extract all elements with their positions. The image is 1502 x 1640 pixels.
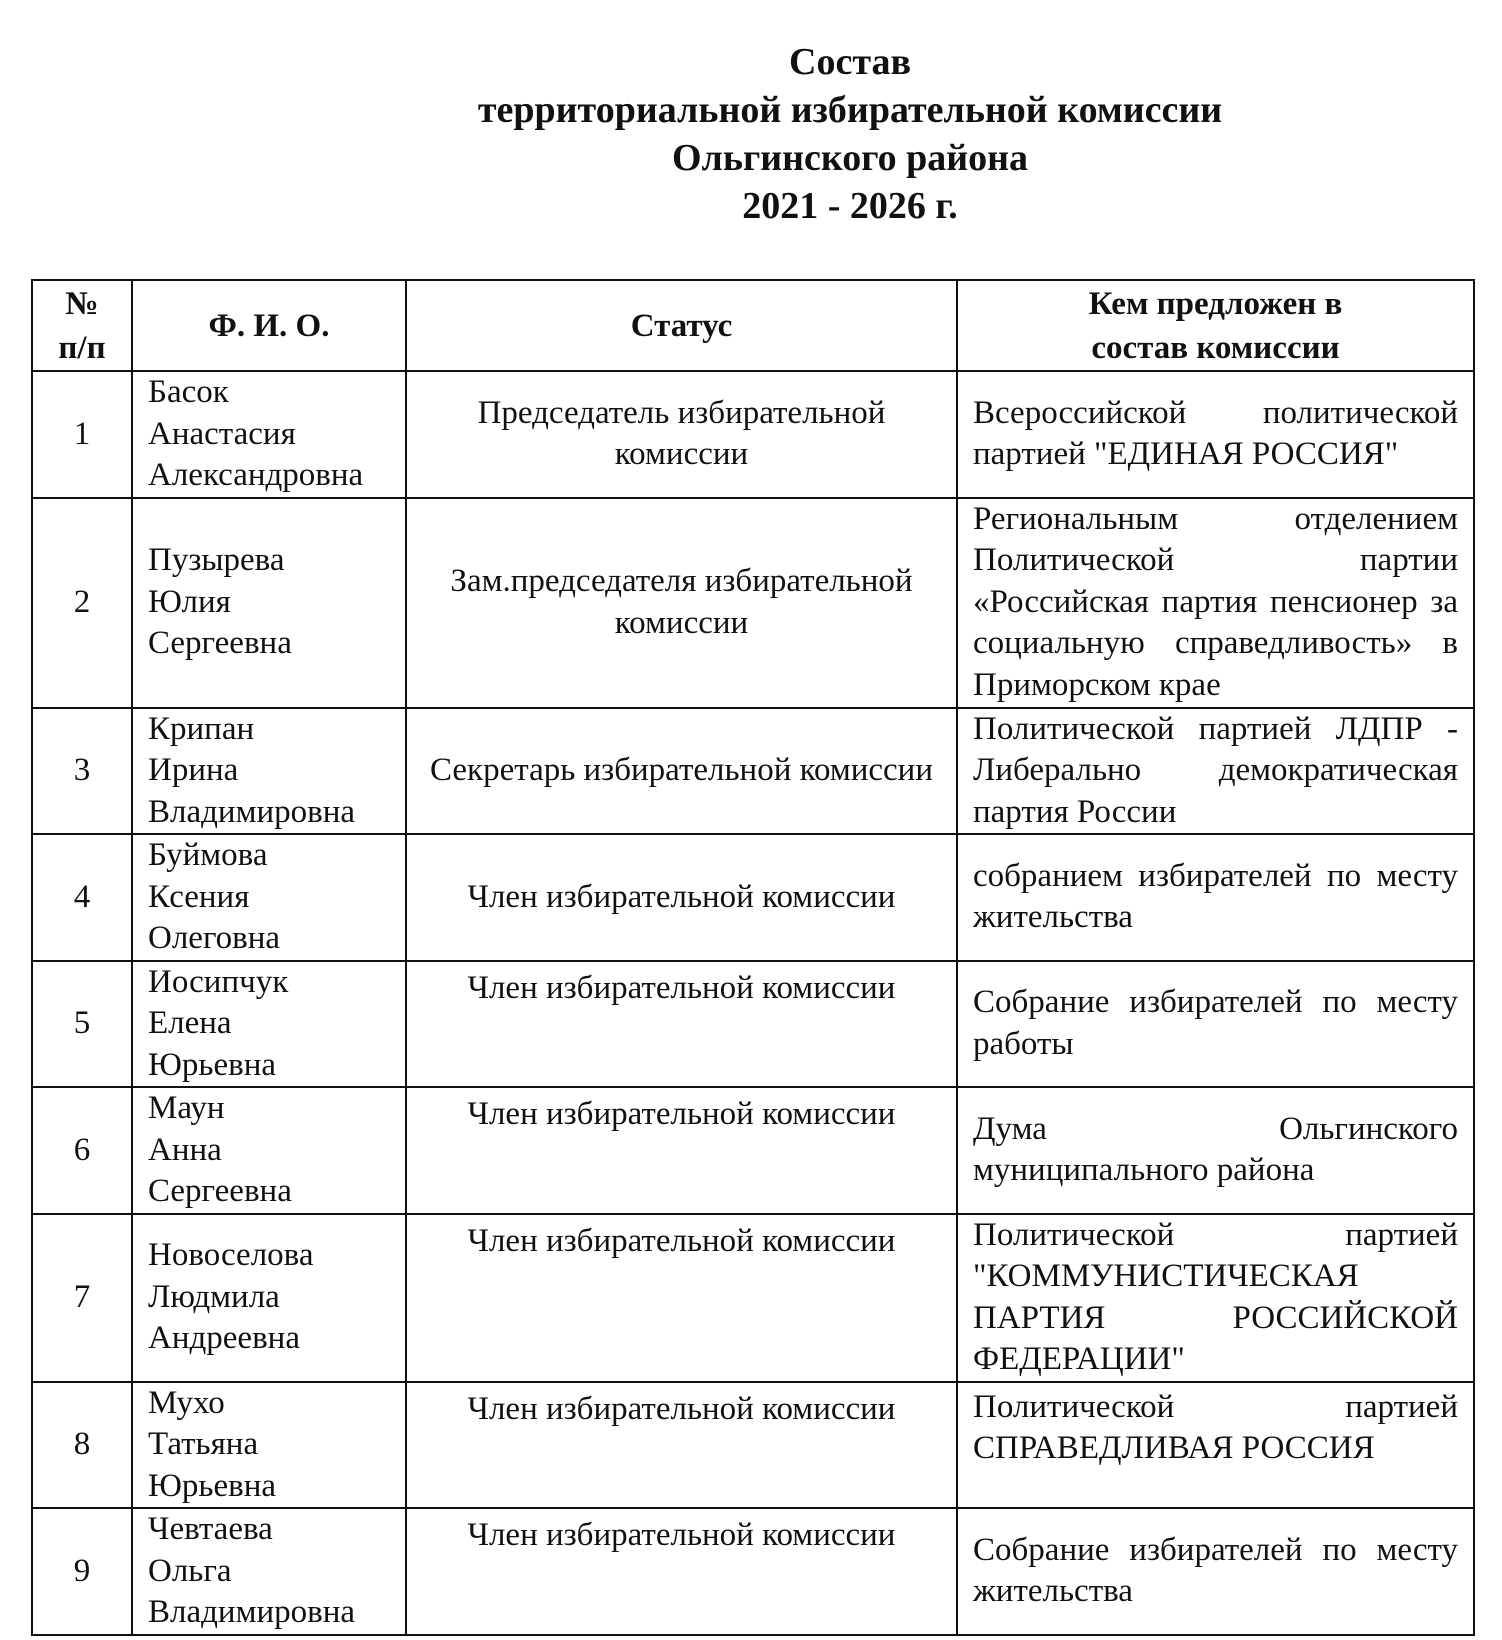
table-row — [32, 371, 1474, 498]
row-proposed-by: Политической партией "КОММУНИСТИЧЕСКАЯ ПАРТИЯ РОССИЙСКОЙ ФЕДЕРАЦИИ" — [957, 1214, 1474, 1382]
table-row — [32, 708, 1474, 835]
row-name: Мухо Татьяна Юрьевна — [132, 1382, 406, 1509]
row-name: Пузырева Юлия Сергеевна — [132, 498, 406, 708]
row-number: 2 — [32, 498, 132, 708]
row-number: 5 — [32, 961, 132, 1088]
header-proposed-by: Кем предложен в состав комиссии — [957, 280, 1474, 371]
row-number: 1 — [32, 371, 132, 498]
row-proposed-by: Всероссийской политической партией "ЕДИНАЯ РОССИЯ" — [957, 371, 1474, 498]
row-number: 6 — [32, 1087, 132, 1214]
table-row — [32, 498, 1474, 708]
row-status: Председатель избирательной комиссии — [406, 371, 957, 498]
row-status: Член избирательной комиссии — [406, 1508, 957, 1635]
table-header-row — [32, 280, 1474, 371]
row-status: Член избирательной комиссии — [406, 961, 957, 1088]
row-status: Зам.председателя избирательной комиссии — [406, 498, 957, 708]
table-row — [32, 1087, 1474, 1214]
row-number: 7 — [32, 1214, 132, 1382]
table-row — [32, 1508, 1474, 1635]
table-row — [32, 961, 1474, 1088]
title-line-1: Состав — [789, 41, 911, 83]
title-line-3: Ольгинского района — [671, 137, 1028, 179]
row-name: Чевтаева Ольга Владимировна — [132, 1508, 406, 1635]
table-row — [32, 1214, 1474, 1382]
header-fio: Ф. И. О. — [132, 280, 406, 371]
row-name: Иосипчук Елена Юрьевна — [132, 961, 406, 1088]
row-name: Буймова Ксения Олеговна — [132, 834, 406, 961]
row-name: Маун Анна Сергеевна — [132, 1087, 406, 1214]
commission-table — [31, 279, 1475, 1636]
row-proposed-by: собранием избирателей по месту жительства — [957, 834, 1474, 961]
title-line-2: территориальной избирательной комиссии — [477, 89, 1223, 131]
row-number: 4 — [32, 834, 132, 961]
table-row — [32, 834, 1474, 961]
row-proposed-by: Дума Ольгинского муниципального района — [957, 1087, 1474, 1214]
row-proposed-by: Политической партией СПРАВЕДЛИВАЯ РОССИЯ — [957, 1382, 1474, 1509]
row-name: Новоселова Людмила Андреевна — [132, 1214, 406, 1382]
table-row — [32, 1382, 1474, 1509]
row-number: 9 — [32, 1508, 132, 1635]
row-status: Член избирательной комиссии — [406, 1382, 957, 1509]
row-status: Секретарь избирательной комиссии — [406, 708, 957, 835]
header-num: № п/п — [32, 280, 132, 371]
document-title — [350, 38, 1350, 230]
row-proposed-by: Региональным отделением Политической партии «Российская партия пенсионер за социальную справедливость» в Приморском крае — [957, 498, 1474, 708]
row-proposed-by: Политической партией ЛДПР - Либерально демократическая партия России — [957, 708, 1474, 835]
row-proposed-by: Собрание избирателей по месту работы — [957, 961, 1474, 1088]
row-name: Крипан Ирина Владимировна — [132, 708, 406, 835]
row-name: Басок Анастасия Александровна — [132, 371, 406, 498]
row-proposed-by: Собрание избирателей по месту жительства — [957, 1508, 1474, 1635]
title-line-4: 2021 - 2026 г. — [742, 185, 958, 227]
row-status: Член избирательной комиссии — [406, 834, 957, 961]
header-status: Статус — [406, 280, 957, 371]
row-status: Член избирательной комиссии — [406, 1214, 957, 1382]
row-number: 3 — [32, 708, 132, 835]
row-status: Член избирательной комиссии — [406, 1087, 957, 1214]
row-number: 8 — [32, 1382, 132, 1509]
